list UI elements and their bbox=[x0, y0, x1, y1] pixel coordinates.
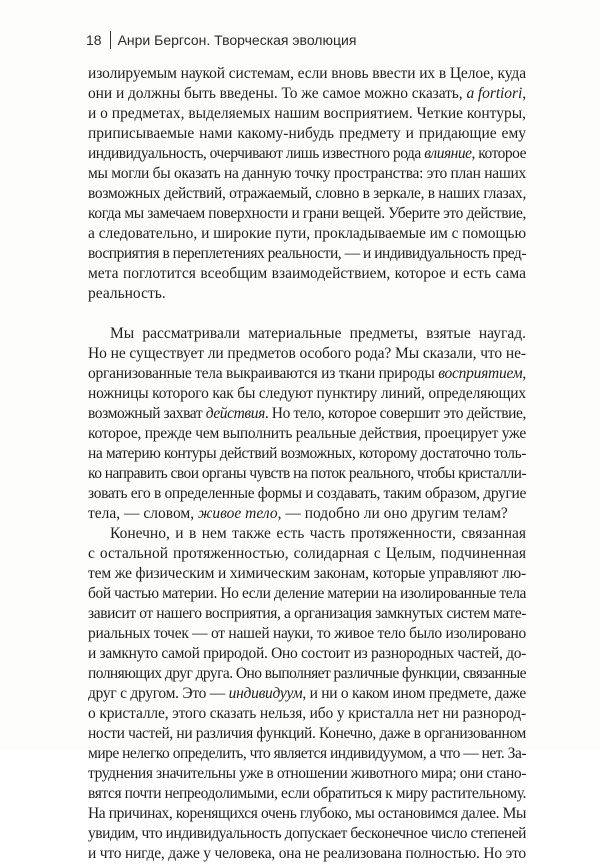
text-segment: которое, прежде чем выполнить реальные действия, проецирует уже bbox=[88, 425, 526, 442]
text-segment: мире нелегко определить, что является индивидуумом, а что — нет. За- bbox=[88, 745, 526, 762]
text-line bbox=[88, 804, 526, 824]
text-line bbox=[88, 444, 526, 464]
text-line bbox=[88, 64, 526, 84]
text-segment: а следовательно, и широкие пути, прокладываемые им с помощью bbox=[88, 225, 526, 242]
text-line bbox=[88, 684, 526, 704]
text-line bbox=[88, 824, 526, 844]
text-line bbox=[88, 844, 526, 864]
text-segment: тела, — словом, bbox=[88, 505, 198, 522]
text-segment: друг с другом. Это — bbox=[88, 685, 229, 702]
text-segment: и замкнуто самой природой. Оно состоит из разнородных частей, до- bbox=[88, 645, 526, 662]
italic-text: живое тело bbox=[197, 505, 278, 522]
text-line bbox=[88, 104, 526, 124]
text-segment: зовать его в определенные формы и создавать, таким образом, другие bbox=[88, 485, 526, 502]
text-line bbox=[88, 324, 526, 344]
text-segment: Конечно, и в нем также есть часть протяженности, связанная bbox=[110, 525, 526, 542]
text-line bbox=[88, 424, 526, 444]
text-segment: ности частей, ни различия функций. Конечно, даже в организованном bbox=[88, 725, 526, 742]
text-segment: Мы рассматривали материальные предметы, взятые наугад. bbox=[110, 325, 526, 342]
header-divider bbox=[110, 31, 111, 49]
text-segment: , — подобно ли оно другим телам? bbox=[277, 505, 508, 522]
text-segment: они и должны быть введены. То же самое можно сказать, bbox=[88, 85, 467, 102]
text-segment: приписываемые нами какому-нибудь предмету и придающие ему bbox=[88, 125, 526, 142]
text-segment: и о предметах, выделяемых нашим восприятием. Четкие контуры, bbox=[88, 105, 526, 122]
text-segment: ножницы которого как бы следуют пунктиру линий, определяющих bbox=[88, 385, 526, 402]
text-segment: , bbox=[522, 85, 527, 102]
text-segment: вятся почти непреодолимыми, если обратиться к миру растительному. bbox=[88, 785, 526, 802]
text-line bbox=[88, 724, 526, 744]
text-segment: когда мы замечаем поверхности и грани вещей. Уберите это действие, bbox=[88, 205, 526, 222]
text-segment: бой частью материи. Но если деление материи на изолированные тела bbox=[88, 585, 526, 602]
text-segment: реальность. bbox=[88, 285, 166, 302]
text-segment: с остальной протяженностью, солидарная с Целым, подчиненная bbox=[88, 545, 526, 562]
text-segment: возможный захват bbox=[88, 405, 206, 422]
text-line bbox=[88, 464, 526, 484]
text-line bbox=[88, 784, 526, 804]
text-line bbox=[88, 504, 526, 524]
italic-text: действия bbox=[205, 405, 265, 422]
paragraph bbox=[88, 524, 526, 864]
text-segment: мы могли бы оказать на данную точку пространства: это план наших bbox=[88, 165, 526, 182]
text-segment: и что нигде, даже у человека, она не реализована полностью. Но это bbox=[88, 845, 526, 862]
text-segment: ко направить свои органы чувств на поток реального, чтобы кристалли- bbox=[88, 465, 526, 482]
page-number: 18 bbox=[86, 32, 102, 48]
text-line bbox=[88, 584, 526, 604]
text-segment: увидим, что индивидуальность допускает бесконечное число степеней bbox=[88, 825, 527, 842]
text-line bbox=[88, 224, 526, 244]
text-line bbox=[88, 704, 526, 724]
text-segment: зависит от нашего восприятия, а организация замкнутых систем мате- bbox=[88, 605, 526, 622]
text-line bbox=[88, 404, 526, 424]
italic-text: влияние bbox=[424, 145, 472, 162]
italic-text: a fortiori bbox=[466, 85, 523, 102]
text-line bbox=[88, 664, 526, 684]
text-segment: изолируемым наукой системам, если вновь ввести их в Целое, куда bbox=[88, 65, 526, 82]
italic-text: индивидуум bbox=[228, 685, 303, 702]
text-segment: , bbox=[522, 365, 526, 382]
text-line bbox=[88, 264, 526, 284]
text-segment: о кристалле, этого сказать нельзя, ибо у кристалла нет ни разнород- bbox=[88, 705, 526, 722]
text-line bbox=[88, 164, 526, 184]
text-segment: Но не существует ли предметов особого рода? Мы сказали, что не- bbox=[88, 345, 526, 362]
text-segment: . Но тело, которое совершит это действие, bbox=[264, 405, 526, 422]
running-header bbox=[86, 28, 526, 52]
body-text bbox=[88, 64, 526, 864]
text-line bbox=[88, 604, 526, 624]
text-line bbox=[88, 764, 526, 784]
text-line bbox=[88, 244, 526, 264]
text-segment: , которое bbox=[471, 145, 526, 162]
text-line bbox=[88, 84, 526, 104]
text-line bbox=[88, 484, 526, 504]
text-segment: тем же физическим и химическим законам, которые управляют лю- bbox=[88, 565, 526, 582]
text-segment: риальных точек — от нашей науки, то живое тело было изолировано bbox=[88, 625, 526, 642]
text-line bbox=[88, 364, 526, 384]
text-segment: индивидуальность, очерчивают лишь известного рода bbox=[88, 145, 425, 162]
text-line bbox=[88, 644, 526, 664]
text-segment: , и ни о каком ином предмете, даже bbox=[302, 685, 527, 702]
text-line bbox=[88, 144, 526, 164]
text-line bbox=[88, 384, 526, 404]
text-segment: На причинах, коренящихся очень глубоко, мы остановимся далее. Мы bbox=[88, 805, 526, 822]
text-segment: восприятия в переплетениях реальности, — и индивидуальность пред- bbox=[88, 245, 526, 262]
text-line bbox=[88, 544, 526, 564]
paragraph bbox=[88, 324, 526, 524]
text-line bbox=[88, 184, 526, 204]
text-line bbox=[88, 344, 526, 364]
text-segment: организованные тела выкраиваются из ткани природы bbox=[88, 365, 439, 382]
text-line bbox=[88, 284, 526, 304]
text-line bbox=[88, 564, 526, 584]
text-line bbox=[88, 124, 526, 144]
text-line bbox=[88, 204, 526, 224]
running-title: Анри Бергсон. Творческая эволюция bbox=[117, 32, 357, 48]
text-line bbox=[88, 624, 526, 644]
italic-text: восприятием bbox=[438, 365, 523, 382]
text-line bbox=[88, 744, 526, 764]
text-line bbox=[88, 524, 526, 544]
text-segment: труднения значительны уже в отношении животного мира; они стано- bbox=[88, 765, 526, 782]
text-segment: возможных действий, отражаемый, словно в зеркале, в наших глазах, bbox=[88, 185, 526, 202]
text-segment: мета поглотится всеобщим взаимодействием, которое и есть сама bbox=[88, 265, 526, 282]
paragraph bbox=[88, 64, 526, 304]
text-segment: на материю контуры действий возможных, которому достаточно толь- bbox=[88, 445, 526, 462]
text-segment: полняющих друг друга. Оно выполняет различные функции, связанные bbox=[88, 665, 526, 682]
